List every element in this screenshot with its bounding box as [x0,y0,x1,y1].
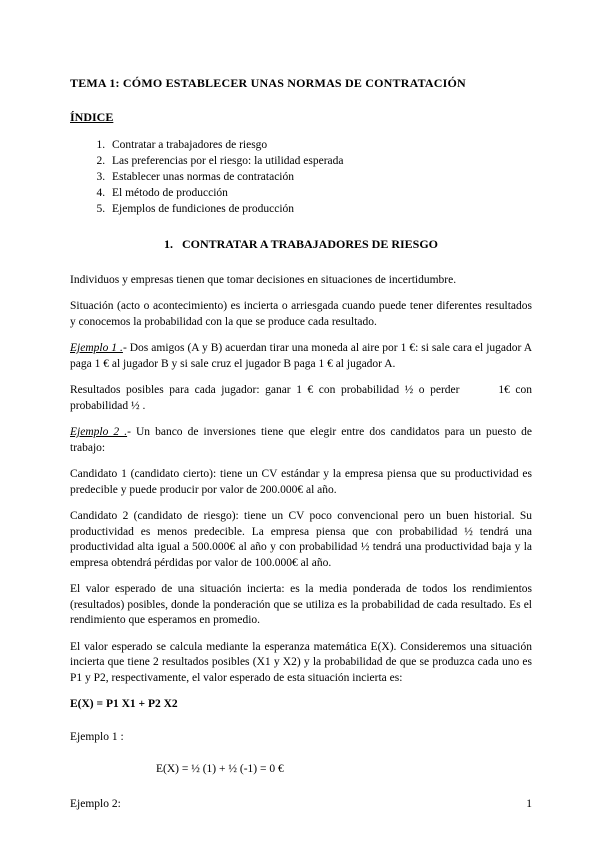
paragraph-esperanza-matematica: El valor esperado se calcula mediante la esperanza matemática E(X). Consideremos una situación incierta que tiene 2 resultados posibles (X1 y X2) y la probabilidad de que se produzca cada uno es P1 y P2, respectivamente, el valor esperado de esta situación incierta es: [70,640,532,684]
section-heading: 1. CONTRATAR A TRABAJADORES DE RIESGO [163,237,439,251]
paragraph-intro: Individuos y empresas tienen que tomar decisiones en situaciones de incertidumbre. [70,273,457,286]
example1-equation: E(X) = ½ (1) + ½ (-1) = 0 € [156,763,284,775]
index-heading [70,110,532,126]
paragraph-resultados: Resultados posibles para cada jugador: ganar 1 € con probabilidad ½ o perder 1€ con probabilidad ½ . [70,384,532,412]
index-item: 1. Contratar a trabajadores de riesgo [108,137,532,153]
paragraph-candidato2: Candidato 2 (candidato de riesgo): tiene un CV poco convencional pero un buen historial. Su productividad es menos predecible. La empresa piensa que con probabilidad ½ tendrá una productividad alta igual a 500.000€ al año y con probabilidad ½ tendrá una productividad baja y la empresa obtendrá pérdidas por valor de 100.000€ al año. [70,510,532,569]
index-list [70,137,532,217]
ejemplo1-label: Ejemplo 1 . [70,342,123,354]
ejemplo1-text: - Dos amigos (A y B) acuerdan tirar una moneda al aire por 1 €: si sale cara el jugador A paga 1 € al jugador B y si sale cruz el jugador B paga 1 € al jugador A. [70,342,533,370]
example2-label: Ejemplo 2: [70,797,121,810]
paragraph-situacion: Situación (acto o acontecimiento) es incierta o arriesgada cuando puede tener diferentes resultados y conocemos la probabilidad con la que se produce cada resultado. [70,300,532,328]
index-item: 4. El método de producción [108,185,532,201]
page-number: 1 [526,798,532,810]
expected-value-formula: E(X) = P1 X1 + P2 X2 [70,698,178,710]
paragraph-valor-esperado: El valor esperado de una situación incierta: es la media ponderada de todos los rendimientos (resultados) posibles, donde la ponderación que se utiliza es la probabilidad de cada resultado. Es el rendimiento que esperamos en promedio. [70,583,532,626]
index-item: 5. Ejemplos de fundiciones de producción [108,201,532,217]
paragraph-ejemplo2 [70,425,532,456]
ejemplo2-label: Ejemplo 2 . [70,426,128,438]
paragraph-candidato1: Candidato 1 (candidato cierto): tiene un CV estándar y la empresa piensa que su productividad es predecible y puede producir por valor de 200.000€ al año. [70,468,532,496]
ejemplo2-text: - Un banco de inversiones tiene que elegir entre dos candidatos para un puesto de trabajo: [70,426,532,454]
example1-label: Ejemplo 1 : [70,730,124,743]
index-item: 2. Las preferencias por el riesgo: la utilidad esperada [108,153,532,169]
paragraph-ejemplo1 [70,341,532,372]
document-title: TEMA 1: CÓMO ESTABLECER UNAS NORMAS DE CONTRATACIÓN [70,76,466,90]
index-item: 3. Establecer unas normas de contratación [108,169,532,185]
index-heading-text: ÍNDICE [70,109,114,124]
